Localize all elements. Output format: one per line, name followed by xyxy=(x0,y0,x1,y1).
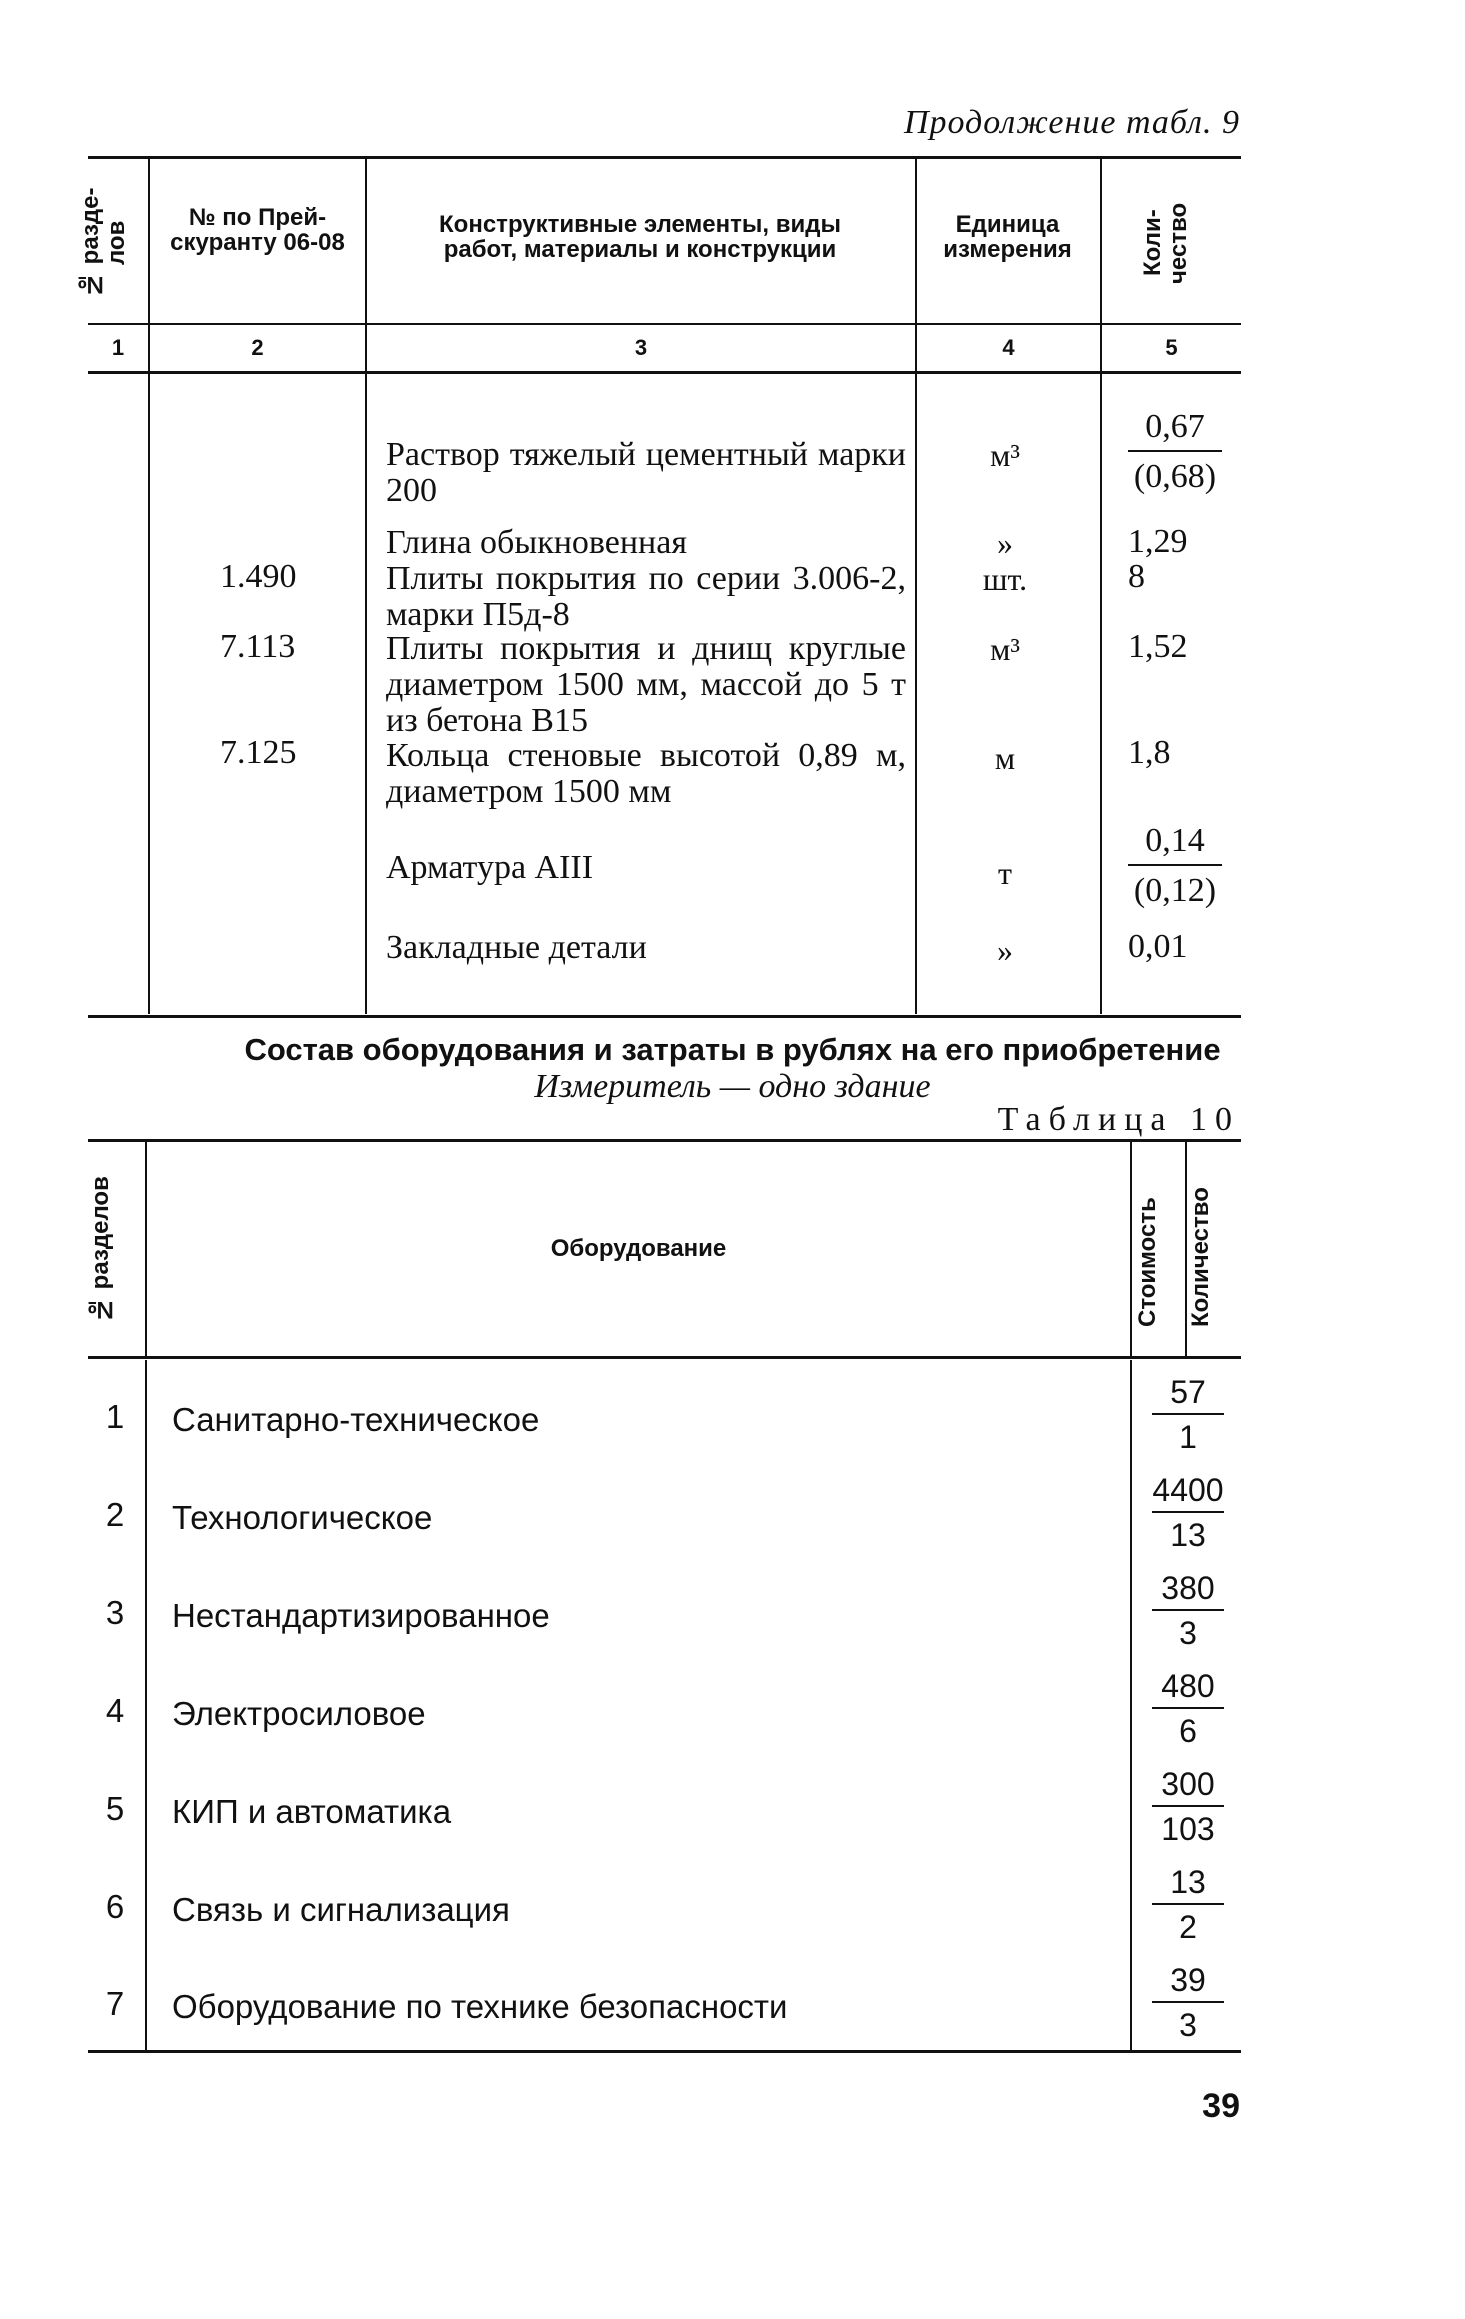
table-10-label: Таблица 10 xyxy=(997,1101,1240,1138)
table9-row2-qty: 1,29 xyxy=(1128,523,1188,560)
table10-row1-number: 1 xyxy=(105,1398,125,1435)
table10-row3-cost: 380 xyxy=(1161,1570,1215,1606)
table10-row5-cost: 300 xyxy=(1161,1766,1215,1802)
table10-row3-name: Нестандартизированное xyxy=(172,1597,550,1634)
table9-col2-header: № по Прей-скуранту 06-08 xyxy=(170,204,345,256)
table10-row5-count: 103 xyxy=(1161,1811,1215,1847)
table9-vrule-4b xyxy=(1100,374,1102,1014)
table9-row2-desc: Глина обыкновенная xyxy=(386,524,687,561)
table9-row2-unit: » xyxy=(997,525,1013,561)
table9-row1-qty-bottom: (0,68) xyxy=(1133,458,1217,495)
continuation-label: Продолжение табл. 9 xyxy=(903,104,1240,141)
table10-row1-values xyxy=(1148,1374,1228,1456)
table10-row3-number: 3 xyxy=(105,1594,125,1631)
table10-row2-count: 13 xyxy=(1170,1517,1206,1553)
table10-row4-cost: 480 xyxy=(1161,1668,1215,1704)
table9-colnum-5: 5 xyxy=(1165,335,1178,360)
table10-row6-cost: 13 xyxy=(1170,1864,1206,1900)
table9-row4-unit: м³ xyxy=(990,631,1020,667)
table9-row5-unit: м xyxy=(994,740,1016,776)
table10-row2-number: 2 xyxy=(105,1496,125,1533)
table10-row1-count: 1 xyxy=(1179,1419,1197,1455)
table10-row4-name: Электросиловое xyxy=(172,1695,426,1732)
table9-row3-unit: шт. xyxy=(982,561,1028,597)
table9-row3-code: 1.490 xyxy=(220,558,297,595)
table9-row1-qty-top: 0,67 xyxy=(1145,408,1205,445)
section-title: Состав оборудования и затраты в рублях на его приобретение xyxy=(244,1032,1221,1067)
table10-row5-name: КИП и автоматика xyxy=(172,1793,452,1830)
table9-top-rule xyxy=(88,156,1241,159)
table9-row4-qty: 1,52 xyxy=(1128,628,1188,665)
table9-colnum-4: 4 xyxy=(1002,335,1015,360)
table10-col4-header: Количество xyxy=(1187,1187,1214,1328)
table10-row7-cost: 39 xyxy=(1170,1962,1206,1998)
table10-row2-name: Технологическое xyxy=(172,1499,433,1536)
table10-row4-values xyxy=(1148,1668,1228,1750)
table10-row2-cost: 4400 xyxy=(1152,1472,1224,1508)
table9-number-rule xyxy=(88,371,1241,374)
table9-row7-desc: Закладные детали xyxy=(386,929,647,966)
table10-row3-count: 3 xyxy=(1179,1615,1197,1651)
table10-row4-count: 6 xyxy=(1179,1713,1197,1749)
table9-row7-unit: » xyxy=(997,932,1013,968)
table10-row7-values xyxy=(1148,1962,1228,2044)
table10-row6-values xyxy=(1148,1864,1228,1946)
table9-vrule-2b xyxy=(365,374,367,1014)
table9-row6-qty xyxy=(1120,822,1230,910)
table9-col3-header: Конструктивные элементы, виды работ, материалы и конструкции xyxy=(439,211,841,263)
table9-colnum-1: 1 xyxy=(111,335,125,360)
table9-col4-header: Единица измерения xyxy=(943,211,1072,263)
table10-row6-number: 6 xyxy=(105,1888,125,1925)
table9-row4-code: 7.113 xyxy=(220,628,296,665)
table10-row7-name: Оборудование по технике безопасности xyxy=(172,1988,788,2025)
table9-row5-code: 7.125 xyxy=(220,734,297,771)
table10-row6-count: 2 xyxy=(1179,1909,1197,1945)
table9-row1-qty xyxy=(1120,408,1230,496)
table10-row6-name: Связь и сигнализация xyxy=(172,1891,510,1928)
table9-row6-qty-top: 0,14 xyxy=(1145,822,1205,859)
table10-row5-values xyxy=(1148,1766,1228,1848)
table10-row7-number: 7 xyxy=(105,1985,125,2022)
table10-vrule-2 xyxy=(1130,1141,1132,1356)
table9-row1-unit: м³ xyxy=(990,437,1020,473)
table10-row4-number: 4 xyxy=(105,1692,125,1729)
table10-header-rule xyxy=(88,1356,1241,1359)
table9-row7-qty: 0,01 xyxy=(1128,928,1188,965)
table10-row5-number: 5 xyxy=(105,1790,125,1827)
table10-col2-header: Оборудование xyxy=(550,1235,727,1262)
table9-row6-desc: Арматура AIII xyxy=(386,849,594,886)
page-number: 39 xyxy=(1202,2087,1240,2125)
table10-bottom-rule xyxy=(88,2050,1241,2053)
table9-row5-qty: 1,8 xyxy=(1128,734,1171,771)
table10-col3-header: Стоимость xyxy=(1134,1197,1161,1328)
table10-vrule-2b xyxy=(1130,1360,1132,2050)
table9-bottom-rule xyxy=(88,1015,1241,1018)
table10-row3-values xyxy=(1148,1570,1228,1652)
table9-col1-header: № разде-лов xyxy=(77,187,130,298)
table9-colnum-3: 3 xyxy=(634,335,648,360)
table9-row6-unit: т xyxy=(998,855,1012,891)
table9-row5-desc: Кольца стеновые высотой 0,89 м, диаметром 1500 мм xyxy=(386,737,906,810)
table9-row3-qty: 8 xyxy=(1128,558,1145,595)
table9-vrule-1b xyxy=(148,374,150,1014)
table10-col1-header: № разделов xyxy=(87,1176,114,1324)
table10-top-rule xyxy=(88,1139,1241,1142)
table9-vrule-3b xyxy=(915,374,917,1014)
table9-header-rule xyxy=(88,323,1241,325)
table10-vrule-1b xyxy=(145,1360,147,2050)
table9-col5-header: Коли-чество xyxy=(1139,202,1192,284)
table9-row3-desc: Плиты покрытия по серии 3.006-2, марки П5д-8 xyxy=(386,560,906,633)
table9-row1-desc: Раствор тяжелый цементный марки 200 xyxy=(386,436,906,509)
table9-row6-qty-bottom: (0,12) xyxy=(1133,872,1217,909)
table10-row7-count: 3 xyxy=(1179,2007,1197,2043)
table9-colnum-2: 2 xyxy=(251,335,264,360)
table10-row2-values xyxy=(1148,1472,1228,1554)
table10-row1-cost: 57 xyxy=(1170,1374,1206,1410)
table10-row1-name: Санитарно-техническое xyxy=(172,1401,540,1438)
table9-row4-desc: Плиты покрытия и днищ круглые диаметром 1500 мм, массой до 5 т из бетона B15 xyxy=(386,630,906,739)
section-subtitle: Измеритель — одно здание xyxy=(534,1068,931,1105)
